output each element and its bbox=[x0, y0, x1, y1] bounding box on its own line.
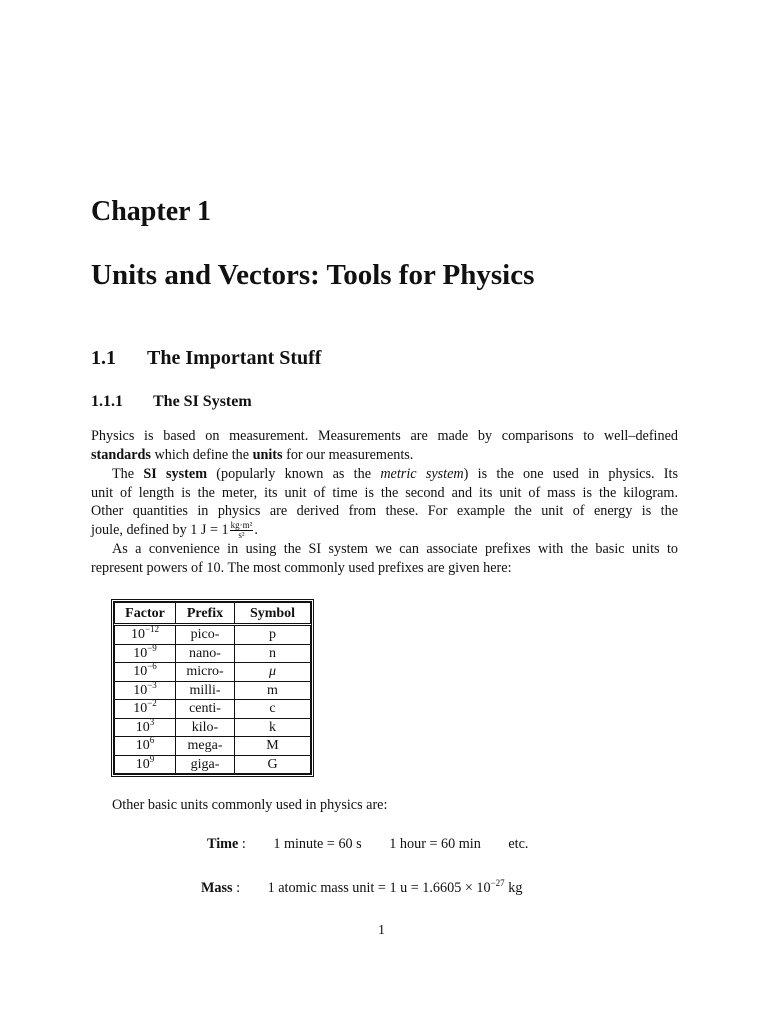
si-system-term: SI system bbox=[143, 466, 208, 482]
prefix-cell: mega- bbox=[176, 737, 235, 756]
prefix-cell: milli- bbox=[176, 681, 235, 700]
joule-definition: joule, defined by 1 J = 1 bbox=[91, 521, 229, 538]
para2-line4 bbox=[91, 521, 678, 540]
paragraph-1 bbox=[91, 427, 678, 464]
prefix-cell: kilo- bbox=[176, 718, 235, 737]
para2-text-c: ) is the one used in physics. Its bbox=[463, 466, 678, 482]
mass-label: Mass bbox=[201, 880, 233, 896]
hour-equation: 1 hour = 60 min bbox=[389, 836, 481, 852]
para3-line2: represent powers of 10. The most commonly used prefixes are given here: bbox=[91, 559, 512, 576]
para1-line2 bbox=[91, 446, 678, 465]
page-number: 1 bbox=[378, 923, 385, 938]
table-header-row bbox=[115, 603, 311, 625]
factor-cell: $10^3$ bbox=[115, 718, 176, 737]
subsection-title: The SI System bbox=[153, 393, 252, 410]
para1-line1: Physics is based on measurement. Measurements are made by comparisons to well–defined bbox=[91, 428, 678, 444]
header-symbol: Symbol bbox=[235, 603, 311, 625]
chapter-title: Units and Vectors: Tools for Physics bbox=[91, 259, 535, 291]
symbol-cell: k bbox=[235, 718, 311, 737]
table-row bbox=[115, 755, 311, 774]
para2-period: . bbox=[254, 521, 258, 538]
symbol-cell: n bbox=[235, 644, 311, 663]
table-row bbox=[115, 718, 311, 737]
table-row bbox=[115, 625, 311, 645]
prefix-cell: nano- bbox=[176, 644, 235, 663]
factor-cell: $10^{-9}$ bbox=[115, 644, 176, 663]
para2-text-b: (popularly known as the bbox=[207, 466, 381, 482]
para2-line1 bbox=[91, 465, 678, 484]
para2-line3: Other quantities in physics are derived from these. For example the unit of energy is the bbox=[91, 503, 678, 520]
units-term: units bbox=[252, 446, 283, 463]
prefix-table bbox=[111, 599, 314, 777]
prefix-cell: micro- bbox=[176, 663, 235, 682]
time-equation bbox=[207, 836, 528, 853]
section-heading bbox=[91, 347, 321, 370]
prefix-cell: giga- bbox=[176, 755, 235, 774]
table-row bbox=[115, 681, 311, 700]
table-row bbox=[115, 644, 311, 663]
minute-equation: 1 minute = 60 s bbox=[273, 836, 362, 852]
table-row bbox=[115, 737, 311, 756]
symbol-cell: m bbox=[235, 681, 311, 700]
para1-text-end: for our measurements. bbox=[282, 446, 414, 463]
symbol-cell: μ bbox=[235, 663, 311, 682]
table-row bbox=[115, 663, 311, 682]
header-prefix: Prefix bbox=[176, 603, 235, 625]
para1-text: which define the bbox=[150, 446, 253, 463]
symbol-cell: c bbox=[235, 700, 311, 719]
factor-cell: $10^{-2}$ bbox=[115, 700, 176, 719]
factor-cell: $10^{-6}$ bbox=[115, 663, 176, 682]
prefix-cell: centi- bbox=[176, 700, 235, 719]
paragraph-2 bbox=[91, 465, 678, 540]
prefix-cell: pico- bbox=[176, 625, 235, 645]
subsection-number: 1.1.1 bbox=[91, 393, 123, 410]
header-factor: Factor bbox=[115, 603, 176, 625]
time-colon: : bbox=[241, 836, 246, 852]
standards-term: standards bbox=[91, 446, 151, 463]
chapter-label: Chapter 1 bbox=[91, 196, 212, 227]
mass-colon: : bbox=[236, 880, 241, 896]
symbol-cell: G bbox=[235, 755, 311, 774]
factor-cell: $10^9$ bbox=[115, 755, 176, 774]
etc-text: etc. bbox=[508, 836, 529, 852]
mass-equation bbox=[201, 880, 522, 897]
subsection-heading bbox=[91, 393, 252, 411]
symbol-cell: M bbox=[235, 737, 311, 756]
symbol-cell: p bbox=[235, 625, 311, 645]
fraction-numerator: kg·m² bbox=[230, 520, 253, 531]
para3-line1: As a convenience in using the SI system we can associate prefixes with the basic units to bbox=[112, 541, 678, 557]
section-number: 1.1 bbox=[91, 347, 116, 369]
fraction-denominator: s² bbox=[238, 530, 245, 541]
metric-system-term: metric system bbox=[380, 466, 464, 482]
para2-line2: unit of length is the meter, its unit of time is the second and its unit of mass is the kilogram. bbox=[91, 484, 678, 501]
joule-fraction bbox=[230, 521, 254, 540]
table-row bbox=[115, 700, 311, 719]
factor-cell: $10^6$ bbox=[115, 737, 176, 756]
time-label: Time bbox=[207, 836, 239, 852]
para2-text-a: The bbox=[112, 466, 144, 482]
amu-equation: 1 atomic mass unit = 1 $u = 1.6605 \times 10^{-27}$ kg bbox=[267, 878, 523, 896]
other-units-intro: Other basic units commonly used in physics are: bbox=[112, 797, 388, 813]
paragraph-3 bbox=[91, 540, 678, 577]
factor-cell: $10^{-12}$ bbox=[115, 625, 176, 645]
section-title: The Important Stuff bbox=[147, 347, 322, 369]
factor-cell: $10^{-3}$ bbox=[115, 681, 176, 700]
